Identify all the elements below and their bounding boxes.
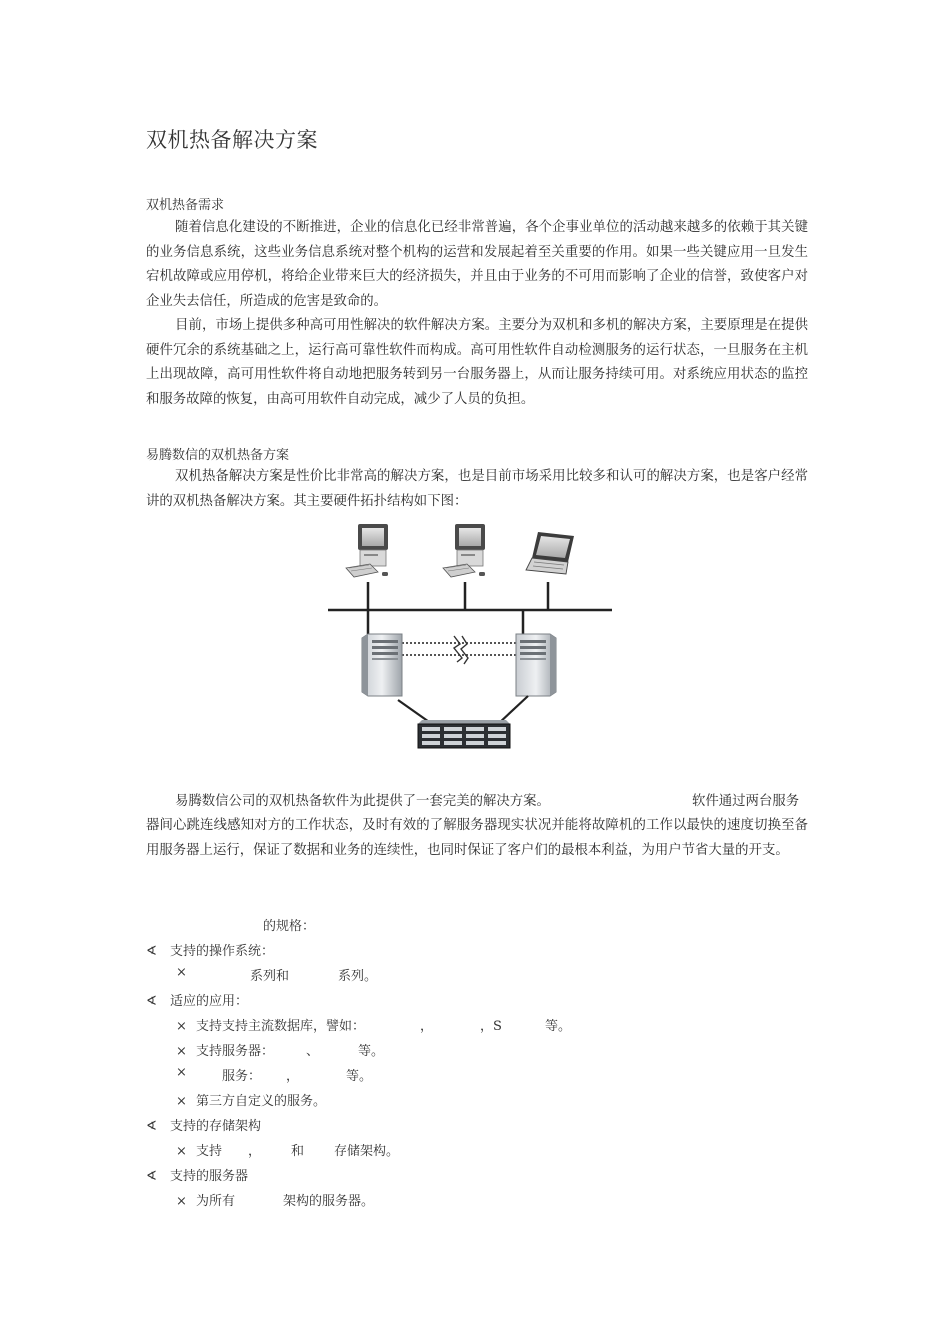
bullet-cross-icon: ×: [176, 1019, 187, 1034]
spec-subitem-os-text-1: 系列和: [250, 969, 290, 984]
heartbeat-lightning-icon: [454, 636, 468, 664]
spec-heading: 的规格：: [263, 919, 316, 934]
document-title: 双机热备解决方案: [146, 128, 318, 152]
spec-subitem-service-text: 服务：: [222, 1069, 262, 1084]
storage-array-icon: [418, 720, 510, 748]
spec-subitem-storage-sep: ，: [248, 1144, 262, 1159]
spec-item-apps: ∢ 适应的应用：: [146, 994, 249, 1009]
section-heading-solution: 易腾数信的双机热备方案: [146, 448, 290, 463]
bullet-cross-icon: ×: [176, 1044, 187, 1059]
section-heading-requirements: 双机热备需求: [146, 198, 225, 213]
spec-subitem-db-sep-2: ，S: [480, 1019, 502, 1034]
desktop-computer-icon: [443, 524, 485, 577]
laptop-icon: [526, 532, 574, 574]
storage-links: [398, 696, 528, 724]
standby-server-icon: [516, 634, 556, 696]
bullet-arrow-icon: ∢: [146, 1119, 157, 1134]
spec-subitem-server-sep: 、: [306, 1044, 320, 1059]
paragraph-requirements-2: 目前，市场上提供多种高可用性解决的软件解决方案。主要分为双机和多机的解决方案，主要原理是在提供硬件冗余的系统基础之上，运行高可靠性软件而构成。高可用性软件自动检测服务的运行状态，一旦服务在主机上出现故障，高可用性软件将自动地把服务转到另一台服务器上，从而让服务持续可用。对系统应用状态的监控和服务故障的恢复，由高可用软件自动完成，减少了人员的负担。: [146, 318, 808, 407]
spec-subitem-servers-end: 架构的服务器。: [283, 1194, 375, 1209]
spec-subitem-service-sep: ，: [286, 1069, 300, 1084]
spec-subitem-os-text-2: 系列。: [338, 969, 378, 984]
bullet-arrow-icon: ∢: [146, 994, 157, 1009]
spec-subitem-storage-and: 和: [291, 1144, 305, 1159]
spec-item-servers: ∢ 支持的服务器: [146, 1169, 249, 1184]
bullet-cross-icon: ×: [176, 1144, 187, 1159]
network-bus: [328, 582, 612, 634]
bullet-cross-icon: ×: [176, 1194, 187, 1209]
primary-server-icon: [362, 634, 402, 696]
bullet-arrow-icon: ∢: [146, 944, 157, 959]
spec-subitem-storage: × 支持: [176, 1144, 223, 1159]
spec-subitem-servers: × 为所有: [176, 1194, 236, 1209]
paragraph-solution-2-start: 易腾数信公司的双机热备软件为此提供了一套完美的解决方案。: [175, 794, 550, 809]
desktop-computer-icon: [346, 524, 388, 577]
topology-diagram: [320, 518, 620, 754]
spec-subitem-server-end: 等。: [358, 1044, 385, 1059]
paragraph-solution-2: 器间心跳连线感知对方的工作状态，及时有效的了解服务器现实状况并能将故障机的工作以最快的速度切换至备用服务器上运行，保证了数据和业务的连续性，也同时保证了客户们的最根本利益，为用户节省大量的开支。: [146, 818, 808, 858]
paragraph-solution-2-start-tail: 软件通过两台服务: [692, 794, 800, 809]
paragraph-solution-1: 双机热备解决方案是性价比非常高的解决方案，也是目前市场采用比较多和认可的解决方案，也是客户经常讲的双机热备解决方案。其主要硬件拓扑结构如下图：: [146, 469, 808, 509]
spec-subitem-os: [176, 965, 196, 980]
spec-subitem-service-end: 等。: [346, 1069, 373, 1084]
bullet-cross-icon: ×: [176, 965, 187, 980]
spec-subitem-storage-end: 存储架构。: [334, 1144, 400, 1159]
bullet-arrow-icon: ∢: [146, 1169, 157, 1184]
bullet-cross-icon: ×: [176, 1065, 187, 1080]
spec-subitem-server: × 支持服务器：: [176, 1044, 275, 1059]
spec-subitem-db-sep-1: ，: [420, 1019, 434, 1034]
paragraph-requirements-1: 随着信息化建设的不断推进，企业的信息化已经非常普遍，各个企事业单位的活动越来越多的依赖于其关键的业务信息系统，这些业务信息系统对整个机构的运营和发展起着至关重要的作用。如果一些关键应用一旦发生宕机故障或应用停机，将给企业带来巨大的经济损失，并且由于业务的不可用而影响了企业的信誉，致使客户对企业失去信任，所造成的危害是致命的。: [146, 220, 808, 309]
spec-subitem-db: × 支持支持主流数据库，譬如：: [176, 1019, 366, 1034]
spec-subitem-service: [176, 1065, 196, 1080]
spec-subitem-db-end: 等。: [545, 1019, 572, 1034]
bullet-cross-icon: ×: [176, 1094, 187, 1109]
spec-item-storage: ∢ 支持的存储架构: [146, 1119, 262, 1134]
spec-item-os: ∢ 支持的操作系统：: [146, 944, 275, 959]
spec-subitem-custom: × 第三方自定义的服务。: [176, 1094, 327, 1109]
